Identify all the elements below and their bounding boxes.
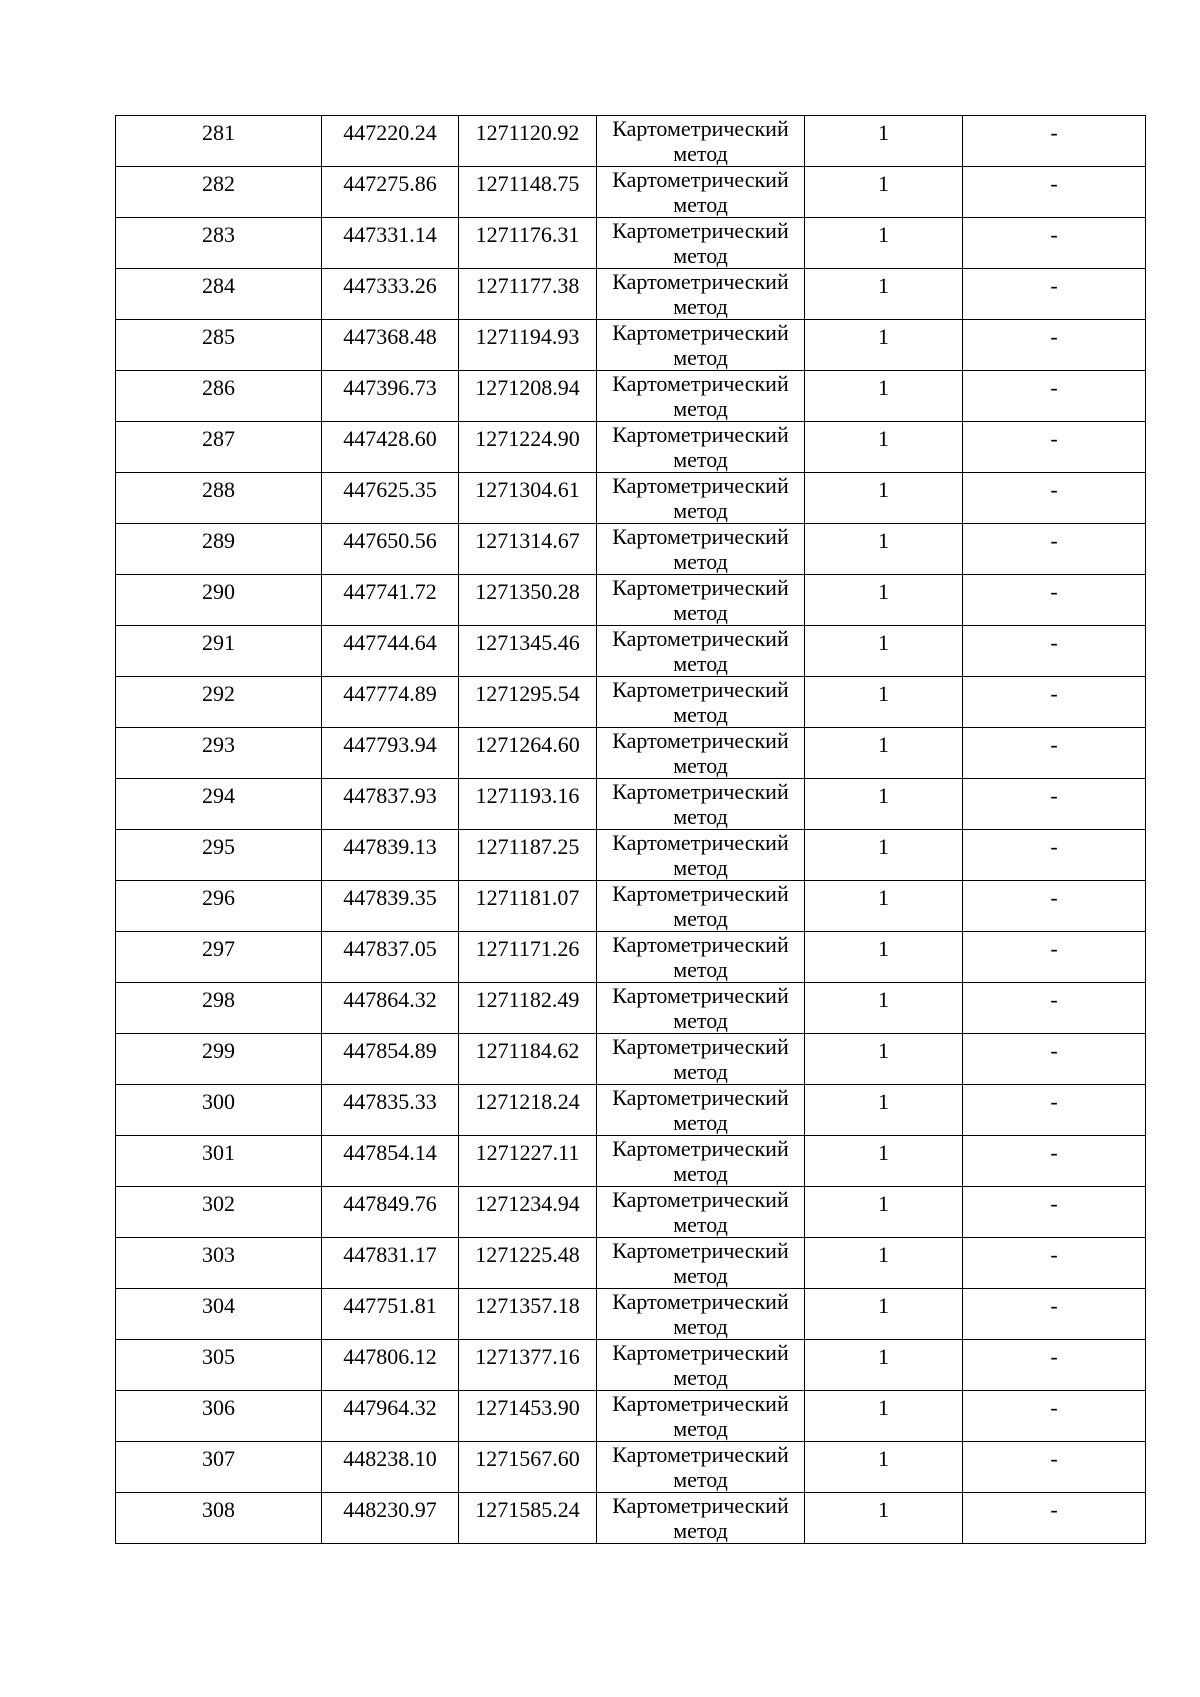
note-cell: - (963, 1085, 1146, 1136)
table-row (116, 116, 1146, 167)
note-cell: - (963, 1289, 1146, 1340)
x-coordinate-cell: 447806.12 (322, 1340, 459, 1391)
method-cell: Картометрический метод (597, 371, 805, 422)
note-cell: - (963, 1136, 1146, 1187)
method-cell: Картометрический метод (597, 1391, 805, 1442)
table-row (116, 1187, 1146, 1238)
y-coordinate-cell: 1271567.60 (459, 1442, 597, 1493)
point-number-cell: 287 (116, 422, 322, 473)
x-coordinate-cell: 447837.05 (322, 932, 459, 983)
y-coordinate-cell: 1271182.49 (459, 983, 597, 1034)
x-coordinate-cell: 447864.32 (322, 983, 459, 1034)
accuracy-cell: 1 (805, 779, 963, 830)
note-cell: - (963, 116, 1146, 167)
method-cell: Картометрический метод (597, 116, 805, 167)
method-cell: Картометрический метод (597, 1187, 805, 1238)
note-cell: - (963, 1187, 1146, 1238)
y-coordinate-cell: 1271314.67 (459, 524, 597, 575)
table-row (116, 575, 1146, 626)
note-cell: - (963, 1442, 1146, 1493)
note-cell: - (963, 218, 1146, 269)
point-number-cell: 298 (116, 983, 322, 1034)
point-number-cell: 301 (116, 1136, 322, 1187)
table-row (116, 269, 1146, 320)
accuracy-cell: 1 (805, 1289, 963, 1340)
y-coordinate-cell: 1271224.90 (459, 422, 597, 473)
point-number-cell: 295 (116, 830, 322, 881)
method-cell: Картометрический метод (597, 1238, 805, 1289)
y-coordinate-cell: 1271193.16 (459, 779, 597, 830)
y-coordinate-cell: 1271295.54 (459, 677, 597, 728)
note-cell: - (963, 1391, 1146, 1442)
table-row (116, 677, 1146, 728)
table-row (116, 1391, 1146, 1442)
point-number-cell: 297 (116, 932, 322, 983)
y-coordinate-cell: 1271181.07 (459, 881, 597, 932)
method-cell: Картометрический метод (597, 1442, 805, 1493)
point-number-cell: 290 (116, 575, 322, 626)
x-coordinate-cell: 448238.10 (322, 1442, 459, 1493)
x-coordinate-cell: 447839.13 (322, 830, 459, 881)
method-cell: Картометрический метод (597, 932, 805, 983)
accuracy-cell: 1 (805, 575, 963, 626)
method-cell: Картометрический метод (597, 1340, 805, 1391)
method-cell: Картометрический метод (597, 575, 805, 626)
note-cell: - (963, 677, 1146, 728)
note-cell: - (963, 728, 1146, 779)
method-cell: Картометрический метод (597, 1085, 805, 1136)
coordinates-table (115, 115, 1146, 1544)
point-number-cell: 282 (116, 167, 322, 218)
x-coordinate-cell: 447793.94 (322, 728, 459, 779)
x-coordinate-cell: 447741.72 (322, 575, 459, 626)
x-coordinate-cell: 447650.56 (322, 524, 459, 575)
note-cell: - (963, 1238, 1146, 1289)
accuracy-cell: 1 (805, 1238, 963, 1289)
x-coordinate-cell: 447428.60 (322, 422, 459, 473)
x-coordinate-cell: 447625.35 (322, 473, 459, 524)
note-cell: - (963, 371, 1146, 422)
table-row (116, 1442, 1146, 1493)
x-coordinate-cell: 447837.93 (322, 779, 459, 830)
point-number-cell: 296 (116, 881, 322, 932)
point-number-cell: 281 (116, 116, 322, 167)
method-cell: Картометрический метод (597, 524, 805, 575)
x-coordinate-cell: 447831.17 (322, 1238, 459, 1289)
note-cell: - (963, 932, 1146, 983)
accuracy-cell: 1 (805, 1187, 963, 1238)
x-coordinate-cell: 447220.24 (322, 116, 459, 167)
method-cell: Картометрический метод (597, 320, 805, 371)
table-row (116, 983, 1146, 1034)
method-cell: Картометрический метод (597, 167, 805, 218)
x-coordinate-cell: 447333.26 (322, 269, 459, 320)
accuracy-cell: 1 (805, 371, 963, 422)
accuracy-cell: 1 (805, 116, 963, 167)
table-row (116, 1238, 1146, 1289)
y-coordinate-cell: 1271304.61 (459, 473, 597, 524)
point-number-cell: 306 (116, 1391, 322, 1442)
y-coordinate-cell: 1271345.46 (459, 626, 597, 677)
table-row (116, 1340, 1146, 1391)
accuracy-cell: 1 (805, 473, 963, 524)
y-coordinate-cell: 1271264.60 (459, 728, 597, 779)
point-number-cell: 302 (116, 1187, 322, 1238)
note-cell: - (963, 1493, 1146, 1544)
y-coordinate-cell: 1271184.62 (459, 1034, 597, 1085)
method-cell: Картометрический метод (597, 677, 805, 728)
y-coordinate-cell: 1271187.25 (459, 830, 597, 881)
table-row (116, 830, 1146, 881)
table-row (116, 881, 1146, 932)
accuracy-cell: 1 (805, 524, 963, 575)
x-coordinate-cell: 447774.89 (322, 677, 459, 728)
table-row (116, 779, 1146, 830)
method-cell: Картометрический метод (597, 779, 805, 830)
note-cell: - (963, 626, 1146, 677)
point-number-cell: 291 (116, 626, 322, 677)
accuracy-cell: 1 (805, 320, 963, 371)
method-cell: Картометрический метод (597, 728, 805, 779)
note-cell: - (963, 881, 1146, 932)
y-coordinate-cell: 1271227.11 (459, 1136, 597, 1187)
accuracy-cell: 1 (805, 269, 963, 320)
accuracy-cell: 1 (805, 1391, 963, 1442)
point-number-cell: 304 (116, 1289, 322, 1340)
point-number-cell: 300 (116, 1085, 322, 1136)
note-cell: - (963, 575, 1146, 626)
y-coordinate-cell: 1271225.48 (459, 1238, 597, 1289)
point-number-cell: 285 (116, 320, 322, 371)
x-coordinate-cell: 447275.86 (322, 167, 459, 218)
point-number-cell: 286 (116, 371, 322, 422)
accuracy-cell: 1 (805, 932, 963, 983)
table-row (116, 1034, 1146, 1085)
accuracy-cell: 1 (805, 1136, 963, 1187)
table-row (116, 626, 1146, 677)
accuracy-cell: 1 (805, 728, 963, 779)
note-cell: - (963, 1034, 1146, 1085)
table-row (116, 473, 1146, 524)
y-coordinate-cell: 1271377.16 (459, 1340, 597, 1391)
x-coordinate-cell: 447964.32 (322, 1391, 459, 1442)
accuracy-cell: 1 (805, 830, 963, 881)
note-cell: - (963, 983, 1146, 1034)
point-number-cell: 283 (116, 218, 322, 269)
point-number-cell: 305 (116, 1340, 322, 1391)
note-cell: - (963, 830, 1146, 881)
x-coordinate-cell: 447396.73 (322, 371, 459, 422)
accuracy-cell: 1 (805, 218, 963, 269)
accuracy-cell: 1 (805, 881, 963, 932)
coordinates-table-body (116, 116, 1146, 1544)
y-coordinate-cell: 1271585.24 (459, 1493, 597, 1544)
accuracy-cell: 1 (805, 422, 963, 473)
table-row (116, 524, 1146, 575)
method-cell: Картометрический метод (597, 473, 805, 524)
point-number-cell: 288 (116, 473, 322, 524)
accuracy-cell: 1 (805, 1034, 963, 1085)
method-cell: Картометрический метод (597, 1289, 805, 1340)
y-coordinate-cell: 1271176.31 (459, 218, 597, 269)
note-cell: - (963, 524, 1146, 575)
y-coordinate-cell: 1271120.92 (459, 116, 597, 167)
method-cell: Картометрический метод (597, 1136, 805, 1187)
point-number-cell: 303 (116, 1238, 322, 1289)
x-coordinate-cell: 448230.97 (322, 1493, 459, 1544)
method-cell: Картометрический метод (597, 881, 805, 932)
table-row (116, 1085, 1146, 1136)
accuracy-cell: 1 (805, 1340, 963, 1391)
y-coordinate-cell: 1271194.93 (459, 320, 597, 371)
method-cell: Картометрический метод (597, 626, 805, 677)
y-coordinate-cell: 1271208.94 (459, 371, 597, 422)
point-number-cell: 307 (116, 1442, 322, 1493)
point-number-cell: 293 (116, 728, 322, 779)
point-number-cell: 292 (116, 677, 322, 728)
table-row (116, 167, 1146, 218)
y-coordinate-cell: 1271177.38 (459, 269, 597, 320)
y-coordinate-cell: 1271148.75 (459, 167, 597, 218)
accuracy-cell: 1 (805, 167, 963, 218)
point-number-cell: 299 (116, 1034, 322, 1085)
accuracy-cell: 1 (805, 626, 963, 677)
table-row (116, 1136, 1146, 1187)
method-cell: Картометрический метод (597, 983, 805, 1034)
accuracy-cell: 1 (805, 983, 963, 1034)
table-row (116, 1493, 1146, 1544)
note-cell: - (963, 779, 1146, 830)
x-coordinate-cell: 447849.76 (322, 1187, 459, 1238)
accuracy-cell: 1 (805, 1085, 963, 1136)
accuracy-cell: 1 (805, 1442, 963, 1493)
y-coordinate-cell: 1271234.94 (459, 1187, 597, 1238)
point-number-cell: 308 (116, 1493, 322, 1544)
point-number-cell: 294 (116, 779, 322, 830)
method-cell: Картометрический метод (597, 422, 805, 473)
table-row (116, 320, 1146, 371)
x-coordinate-cell: 447839.35 (322, 881, 459, 932)
x-coordinate-cell: 447368.48 (322, 320, 459, 371)
y-coordinate-cell: 1271357.18 (459, 1289, 597, 1340)
table-row (116, 218, 1146, 269)
x-coordinate-cell: 447744.64 (322, 626, 459, 677)
y-coordinate-cell: 1271218.24 (459, 1085, 597, 1136)
table-row (116, 728, 1146, 779)
method-cell: Картометрический метод (597, 830, 805, 881)
y-coordinate-cell: 1271171.26 (459, 932, 597, 983)
method-cell: Картометрический метод (597, 269, 805, 320)
x-coordinate-cell: 447751.81 (322, 1289, 459, 1340)
y-coordinate-cell: 1271453.90 (459, 1391, 597, 1442)
note-cell: - (963, 320, 1146, 371)
note-cell: - (963, 422, 1146, 473)
x-coordinate-cell: 447854.89 (322, 1034, 459, 1085)
x-coordinate-cell: 447835.33 (322, 1085, 459, 1136)
method-cell: Картометрический метод (597, 1034, 805, 1085)
table-row (116, 422, 1146, 473)
table-row (116, 1289, 1146, 1340)
point-number-cell: 289 (116, 524, 322, 575)
method-cell: Картометрический метод (597, 218, 805, 269)
table-row (116, 932, 1146, 983)
x-coordinate-cell: 447854.14 (322, 1136, 459, 1187)
point-number-cell: 284 (116, 269, 322, 320)
note-cell: - (963, 1340, 1146, 1391)
method-cell: Картометрический метод (597, 1493, 805, 1544)
note-cell: - (963, 269, 1146, 320)
accuracy-cell: 1 (805, 677, 963, 728)
accuracy-cell: 1 (805, 1493, 963, 1544)
note-cell: - (963, 167, 1146, 218)
y-coordinate-cell: 1271350.28 (459, 575, 597, 626)
table-row (116, 371, 1146, 422)
note-cell: - (963, 473, 1146, 524)
x-coordinate-cell: 447331.14 (322, 218, 459, 269)
